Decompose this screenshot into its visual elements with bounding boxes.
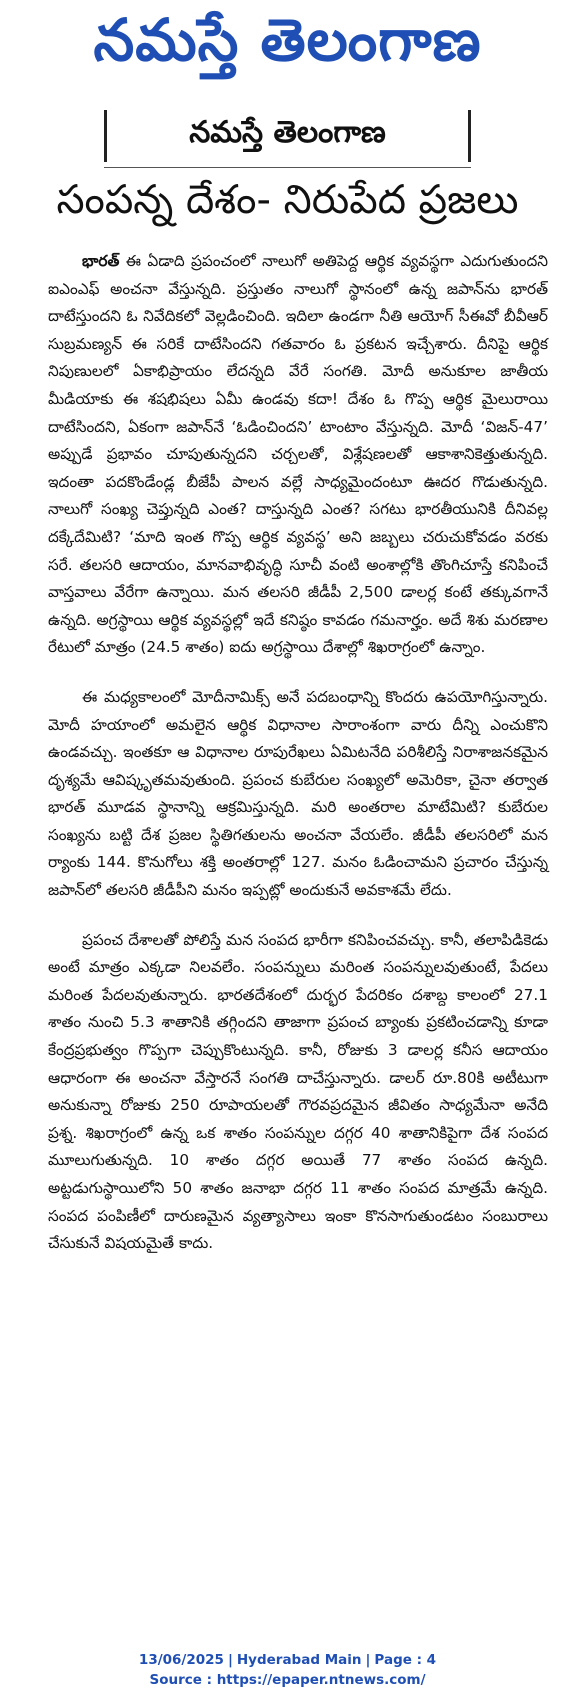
footer-source[interactable]: Source : https://epaper.ntnews.com/ (149, 1672, 426, 1688)
footer-meta-line (0, 1650, 575, 1670)
article-paragraph-3: ప్రపంచ దేశాలతో పోలిస్తే మన సంపద భారీగా కనిపించవచ్చు. కానీ, తలాపిడికెడు అంటే మాత్రం ఎక్కడా నిలవలేం. సంపన్నులు మరింత సంపన్నులవుతుంటే, పేదలు మరింత పేదలవుతున్నారు. భారతదేశంలో దుర్భర పేదరికం దశాబ్ద కాలంలో 27.1 శాతం నుంచి 5.3 శాతానికి తగ్గిందని తాజాగా ప్రపంచ బ్యాంకు ప్రకటించడాన్ని కూడా కేంద్రప్రభుత్వం గొప్పగా చెప్పుకొంటున్నది. కానీ, రోజుకు 3 డాలర్ల కనీస ఆదాయం ఆధారంగా ఈ అంచనా వేస్తారనే సంగతి దాచేస్తున్నారు. డాలర్ రూ.80కి అటీటుగా అనుకున్నా రోజుకు 250 రూపాయలతో గౌరవప్రదమైన జీవితం సాధ్యమేనా అనేది ప్రశ్న. శిఖరాగ్రంలో ఉన్న ఒక శాతం సంపన్నుల దగ్గర 40 శాతానికిపైగా దేశ సంపద మూలుగుతున్నది. 10 శాతం దగ్గర అయితే 77 శాతం సంపద ఉన్నది. అట్టడుగుస్థాయిలోని 50 శాతం జనాభా దగ్గర 11 శాతం సంపద మాత్రమే ఉన్నది. సంపద పంపిణీలో దారుణమైన వ్యత్యాసాలు ఇంకా కొనసాగుతుండటం సంబురాలు చేసుకునే విషయమైతే కాదు. (48, 930, 548, 1253)
article-headline: సంపన్న దేశం- నిరుపేద ప్రజలు (56, 177, 519, 223)
article-paragraph-1 (48, 248, 548, 662)
article-paragraph-2: ఈ మధ్యకాలంలో మోదీనామిక్స్ అనే పదబంధాన్ని కొందరు ఉపయోగిస్తున్నారు. మోదీ హయాంలో అమలైన ఆర్థిక విధానాల సారాంశంగా వారు దీన్ని ఎంచుకొని ఉండవచ్చు. ఇంతకూ ఆ విధానాల రూపురేఖలు ఏమిటనేది పరిశీలిస్తే నిరాశాజనకమైన దృశ్యమే ఆవిష్కృతమవుతుంది. ప్రపంచ కుబేరుల సంఖ్యలో అమెరికా, చైనా తర్వాత భారత్ మూడవ స్థానాన్ని ఆక్రమిస్తున్నది. మరి అంతరాల మాటేమిటి? కుబేరుల సంఖ్యను బట్టి దేశ ప్రజల స్థితిగతులను అంచనా వేయలేం. జీడీపీ తలసరిలో మన ర్యాంకు 144. కొనుగోలు శక్తి అంతరాల్లో 127. మనం ఓడించామని ప్రచారం చేస్తున్న జపాన్‌లో తలసరి జీడీపీని మనం ఇప్పట్లో అందుకునే అవకాశమే లేదు. (48, 687, 548, 900)
section-header (104, 110, 471, 162)
section-label: నమస్తే తెలంగాణ (189, 115, 386, 150)
article-headline-box (20, 176, 555, 234)
footer-separator: | (227, 1652, 233, 1668)
footer-date: 13/06/2025 (138, 1652, 224, 1668)
masthead-logo (0, 0, 575, 95)
page-footer (0, 1650, 575, 1690)
footer-separator: | (365, 1652, 371, 1668)
article-dateline: భారత్ (82, 252, 120, 270)
footer-page: Page : 4 (374, 1652, 437, 1668)
footer-edition: Hyderabad Main (236, 1652, 362, 1668)
article-body (48, 248, 548, 1280)
masthead-title: నమస్తే తెలంగాణ (93, 6, 482, 74)
article-paragraph-1-text: ఈ ఏడాది ప్రపంచంలో నాలుగో అతిపెద్ద ఆర్థిక వ్యవస్థగా ఎదుగుతుందని ఐఎంఎఫ్ అంచనా వేస్తున్నది. ప్రస్తుతం నాలుగో స్థానంలో ఉన్న జపాన్‌ను భారత్ దాటేస్తుందని ఓ నివేదికలో వెల్లడించింది. ఇదిలా ఉండగా నీతి ఆయోగ్ సీఈవో బీవీఆర్ సుబ్రమణ్యన్ ఈ సరికే దాటేసిందని గతవారం ఓ ప్రకటన ఇచ్చేశారు. దీనిపై ఆర్థిక నిపుణులలో ఏకాభిప్రాయం లేదన్నది వేరే సంగతి. మోదీ అనుకూల జాతీయ మీడియాకు ఈ శషభిషలు ఏమీ ఉండవు కదా! దేశం ఓ గొప్ప ఆర్థిక మైలురాయి దాటేసిందని, ఏకంగా జపాన్‌నే ‘ఓడించిందని’ టాంటాం వేస్తున్నది. మోదీ ‘విజన్-47’ అప్పుడే ప్రభావం చూపుతున్నదని చర్చలతో, విశ్లేషణలతో ఆకాశానికెత్తుతున్నది. ఇదంతా పదకొండేండ్ల బీజేపీ పాలన వల్లే సాధ్యమైందంటూ ఊదర గొడుతున్నది. నాలుగో సంఖ్య చెప్తున్నది ఎంత? దాస్తున్నది ఎంత? సగటు భారతీయునికి దీనివల్ల దక్కేదేమిటి? ‘మాది ఇంత గొప్ప ఆర్థిక వ్యవస్థ’ అని జబ్బలు చరుచుకోవడం వరకు సరే. తలసరి ఆదాయం, మానవాభివృద్ధి సూచీ వంటి అంశాల్లోకి తొంగిచూస్తే కనిపించే వాస్తవాలు వేరేగా ఉన్నాయి. మన తలసరి జీడీపీ 2,500 డాలర్ల కంటే తక్కువగానే ఉన్నది. అగ్రస్థాయి ఆర్థిక వ్యవస్థల్లో ఇదే కనిష్ఠం కావడం గమనార్హం. అదే శిశు మరణాల రేటులో మాత్రం (24.5 శాతం) ఐదు అగ్రస్థాయి దేశాల్లో శిఖరాగ్రంలో ఉన్నాం. (48, 252, 548, 657)
